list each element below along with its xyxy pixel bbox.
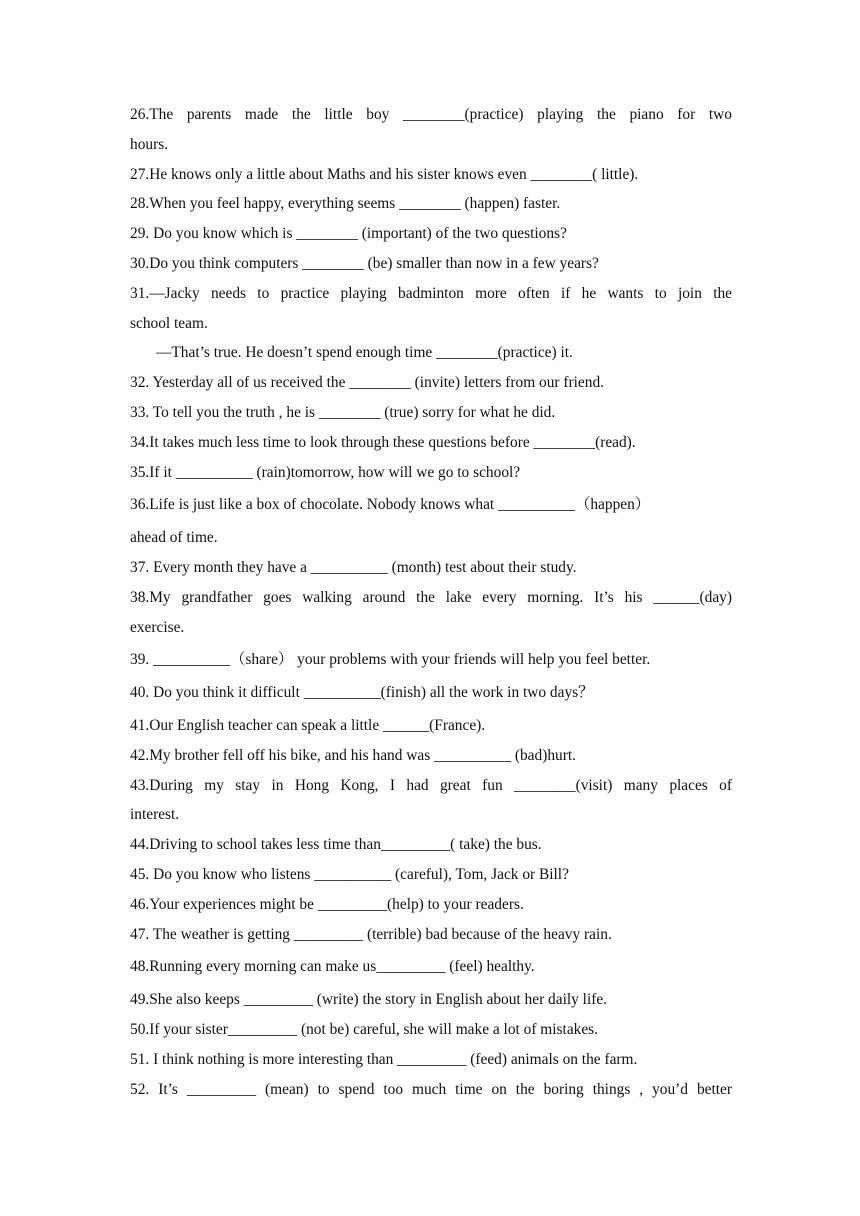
exercise-line-33: 33. To tell you the truth , he is ________ (true) sorry for what he did. [130, 403, 556, 421]
exercise-line-34: 34.It takes much less time to look through these questions before ________(read). [130, 433, 636, 451]
exercise-line-49: 49.She also keeps _________ (write) the story in English about her daily life. [130, 991, 608, 1009]
exercise-line-43: 43.During my stay in Hong Kong, I had great fun ________(visit) many places of [130, 776, 732, 794]
exercise-line-38-cont: exercise. [130, 618, 185, 636]
exercise-line-43-cont: interest. [130, 806, 180, 824]
exercise-line-52: 52. It’s _________ (mean) to spend too much time on the boring things , you’d better [130, 1080, 732, 1098]
exercise-line-44: 44.Driving to school takes less time than_________( take) the bus. [130, 836, 542, 854]
exercise-line-48: 48.Running every morning can make us_________ (feel) healthy. [130, 958, 535, 976]
exercise-line-42: 42.My brother fell off his bike, and his hand was __________ (bad)hurt. [130, 746, 576, 764]
exercise-line-26: 26.The parents made the little boy ________(practice) playing the piano for two [130, 106, 732, 123]
exercise-line-46: 46.Your experiences might be _________(help) to your readers. [130, 895, 524, 913]
exercise-line-50: 50.If your sister_________ (not be) careful, she will make a lot of mistakes. [130, 1020, 599, 1038]
exercise-line-35: 35.If it __________ (rain)tomorrow, how will we go to school? [130, 463, 521, 481]
exercise-line-37: 37. Every month they have a __________ (month) test about their study. [130, 558, 577, 576]
exercise-line-39: 39. __________（share） your problems with your friends will help you feel better. [130, 651, 651, 669]
exercise-line-31-reply: —That’s true. He doesn’t spend enough time ________(practice) it. [156, 344, 573, 362]
exercise-line-38: 38.My grandfather goes walking around the lake every morning. It’s his ______(day) [130, 588, 732, 606]
exercise-line-31-cont: school team. [130, 314, 208, 332]
exercise-line-26-cont: hours. [130, 135, 169, 153]
exercise-line-41: 41.Our English teacher can speak a little ______(France). [130, 716, 486, 734]
exercise-line-40: 40. Do you think it difficult __________(finish) all the work in two days？ [130, 684, 594, 702]
exercise-line-28: 28.When you feel happy, everything seems ________ (happen) faster. [130, 195, 561, 213]
exercise-line-29: 29. Do you know which is ________ (important) of the two questions? [130, 225, 567, 243]
exercise-line-31: 31.—Jacky needs to practice playing badminton more often if he wants to join the [130, 284, 732, 302]
exercise-line-47: 47. The weather is getting _________ (terrible) bad because of the heavy rain. [130, 925, 612, 943]
exercise-line-32: 32. Yesterday all of us received the ________ (invite) letters from our friend. [130, 374, 604, 392]
exercise-line-30: 30.Do you think computers ________ (be) smaller than now in a few years? [130, 254, 599, 272]
exercise-line-27: 27.He knows only a little about Maths and his sister knows even ________( little). [130, 165, 639, 183]
exercise-line-45: 45. Do you know who listens __________ (careful), Tom, Jack or Bill? [130, 865, 569, 883]
exercise-line-36: 36.Life is just like a box of chocolate. Nobody knows what __________（happen） [130, 496, 651, 514]
exercise-line-51: 51. I think nothing is more interesting than _________ (feed) animals on the farm. [130, 1050, 638, 1068]
exercise-line-36-cont: ahead of time. [130, 529, 218, 547]
exercise-page [130, 100, 732, 1104]
